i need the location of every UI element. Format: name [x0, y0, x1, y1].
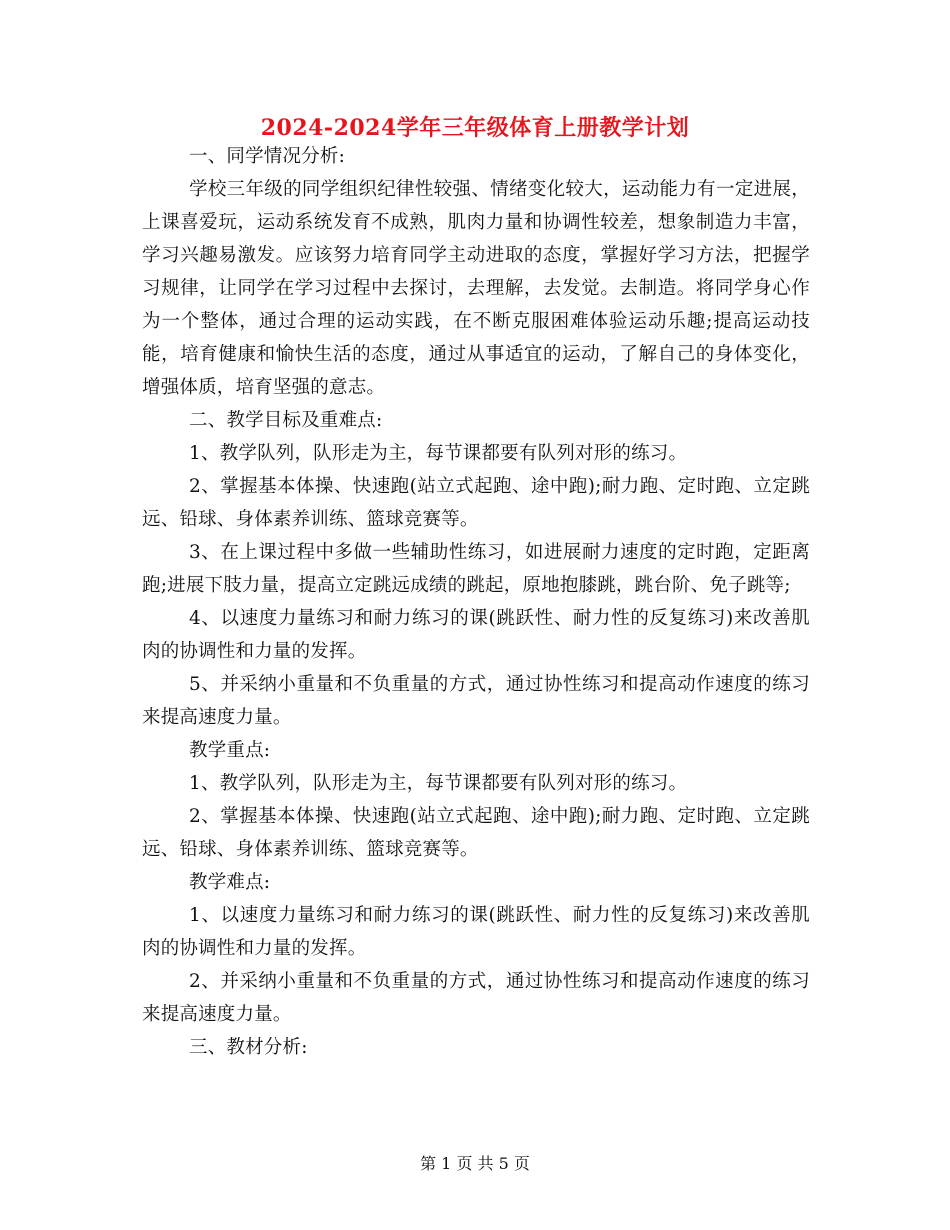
key-point-item-1: 1、教学队列，队形走为主，每节课都要有队列对形的练习。: [189, 773, 688, 794]
difficulty-item-2: 2、并采纳小重量和不负重量的方式，通过协性练习和提高动作速度的练习来提高速度力量。: [142, 971, 810, 1025]
goal-item-4: 4、以速度力量练习和耐力练习的课(跳跃性、耐力性的反复练习)来改善肌肉的协调性和力量的发挥。: [142, 608, 810, 662]
goal-item-2: 2、掌握基本体操、快速跑(站立式起跑、途中跑);耐力跑、定时跑、立定跳远、铅球、身体素养训练、篮球竞赛等。: [142, 476, 810, 530]
footer-prefix: 第: [420, 1154, 437, 1173]
page-footer: [0, 1152, 950, 1176]
subheading-difficulties: 教学难点:: [189, 872, 271, 893]
goal-item-1: 1、教学队列，队形走为主，每节课都要有队列对形的练习。: [189, 443, 688, 464]
subheading-key-points: 教学重点:: [189, 740, 271, 761]
paragraph-student-analysis: 学校三年级的同学组织纪律性较强、情绪变化较大，运动能力有一定进展，上课喜爱玩，运动系统发育不成熟，肌肉力量和协调性较差，想象制造力丰富，学习兴趣易激发。应该努力培育同学主动进取的态度，掌握好学习方法，把握学习规律，让同学在学习过程中去探讨，去理解，去发觉。去制造。将同学身心作为一个整体，通过合理的运动实践，在不断克服困难体验运动乐趣;提高运动技能，培育健康和愉快生活的态度，通过从事适宜的运动，了解自己的身体变化，增强体质，培育坚强的意志。: [142, 179, 810, 398]
key-point-item-2: 2、掌握基本体操、快速跑(站立式起跑、途中跑);耐力跑、定时跑、立定跳远、铅球、身体素养训练、篮球竞赛等。: [142, 806, 810, 860]
footer-page-current: 1: [441, 1154, 452, 1173]
document-title: 2024-2024学年三年级体育上册教学计划: [260, 115, 690, 141]
goal-item-5: 5、并采纳小重量和不负重量的方式，通过协性练习和提高动作速度的练习来提高速度力量。: [142, 674, 810, 728]
difficulty-item-1: 1、以速度力量练习和耐力练习的课(跳跃性、耐力性的反复练习)来改善肌肉的协调性和力量的发挥。: [142, 905, 810, 959]
section-heading-goals: 二、教学目标及重难点:: [189, 410, 383, 431]
section-heading-student-analysis: 一、同学情况分析:: [189, 146, 346, 167]
footer-suffix: 页: [513, 1154, 530, 1173]
footer-page-total: 5: [498, 1154, 509, 1173]
goal-item-3: 3、在上课过程中多做一些辅助性练习，如进展耐力速度的定时跑，定距离跑;进展下肢力量，提高立定跳远成绩的跳起，原地抱膝跳，跳台阶、免子跳等;: [142, 542, 810, 596]
footer-mid: 页 共: [456, 1154, 494, 1173]
document-body: [142, 140, 810, 1064]
section-heading-materials: 三、教材分析:: [189, 1037, 308, 1058]
